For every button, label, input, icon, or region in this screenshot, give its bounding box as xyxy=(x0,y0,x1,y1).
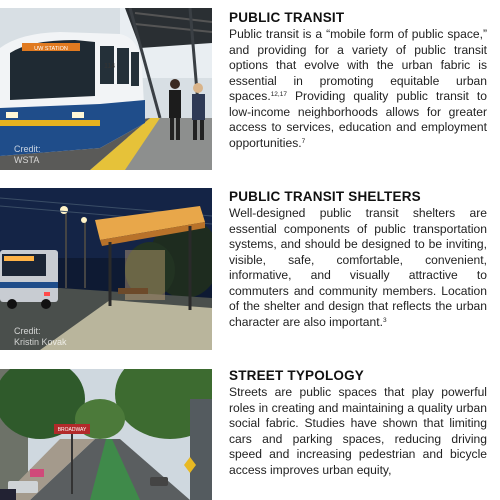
bus-shelter-photo xyxy=(0,188,212,350)
text-block xyxy=(229,10,487,151)
body-text: Streets are public spaces that play powerful roles in creating and maintaining a quality urban social fabric. Studies have shown that limiting cars and parking spaces, reducing driving speed and increasing pedestrian and bicycle access improves urban equity, xyxy=(229,385,487,477)
photo-credit: Credit: WSTA xyxy=(14,144,41,165)
section-heading: PUBLIC TRANSIT xyxy=(229,10,345,25)
section-street-typology xyxy=(0,362,500,500)
photo-credit: Credit: Kristin Kovak xyxy=(14,326,67,347)
body-text: Well-designed public transit shelters are essential components of public transportation systems, and should be designed to be inviting, visible, safe, comfortable, convenient, informative, and visually attractive to commuters and community members. Location of the shelter and design that reflects the urban character are also important. xyxy=(229,206,487,329)
citation: 3 xyxy=(382,316,387,324)
citation: 12,17 xyxy=(270,91,287,98)
street-photo xyxy=(0,369,212,500)
street-photo-illustration xyxy=(0,369,212,500)
body-text: Public transit is a “mobile form of public space,” and providing for a variety of public transit options that evolve with the urban fabric is essential in promoting equitable urban spaces. xyxy=(229,27,487,103)
section-heading: STREET TYPOLOGY xyxy=(229,368,365,383)
section-heading: PUBLIC TRANSIT SHELTERS xyxy=(229,189,421,204)
text-block xyxy=(229,368,487,478)
train-car-number: 114 xyxy=(104,63,116,70)
text-block xyxy=(229,189,487,330)
section-body xyxy=(229,385,487,478)
section-body xyxy=(229,27,487,151)
train-destination-sign: UW STATION xyxy=(34,46,68,52)
light-rail-photo xyxy=(0,8,212,170)
body-text: Providing quality public transit to low-income neighborhoods allows for greater access to services, education and employment opportunities. xyxy=(229,89,487,150)
street-sign: BROADWAY xyxy=(57,427,87,433)
section-body xyxy=(229,206,487,330)
section-public-transit xyxy=(0,0,500,175)
section-transit-shelters xyxy=(0,185,500,355)
citation: 7 xyxy=(301,137,306,145)
